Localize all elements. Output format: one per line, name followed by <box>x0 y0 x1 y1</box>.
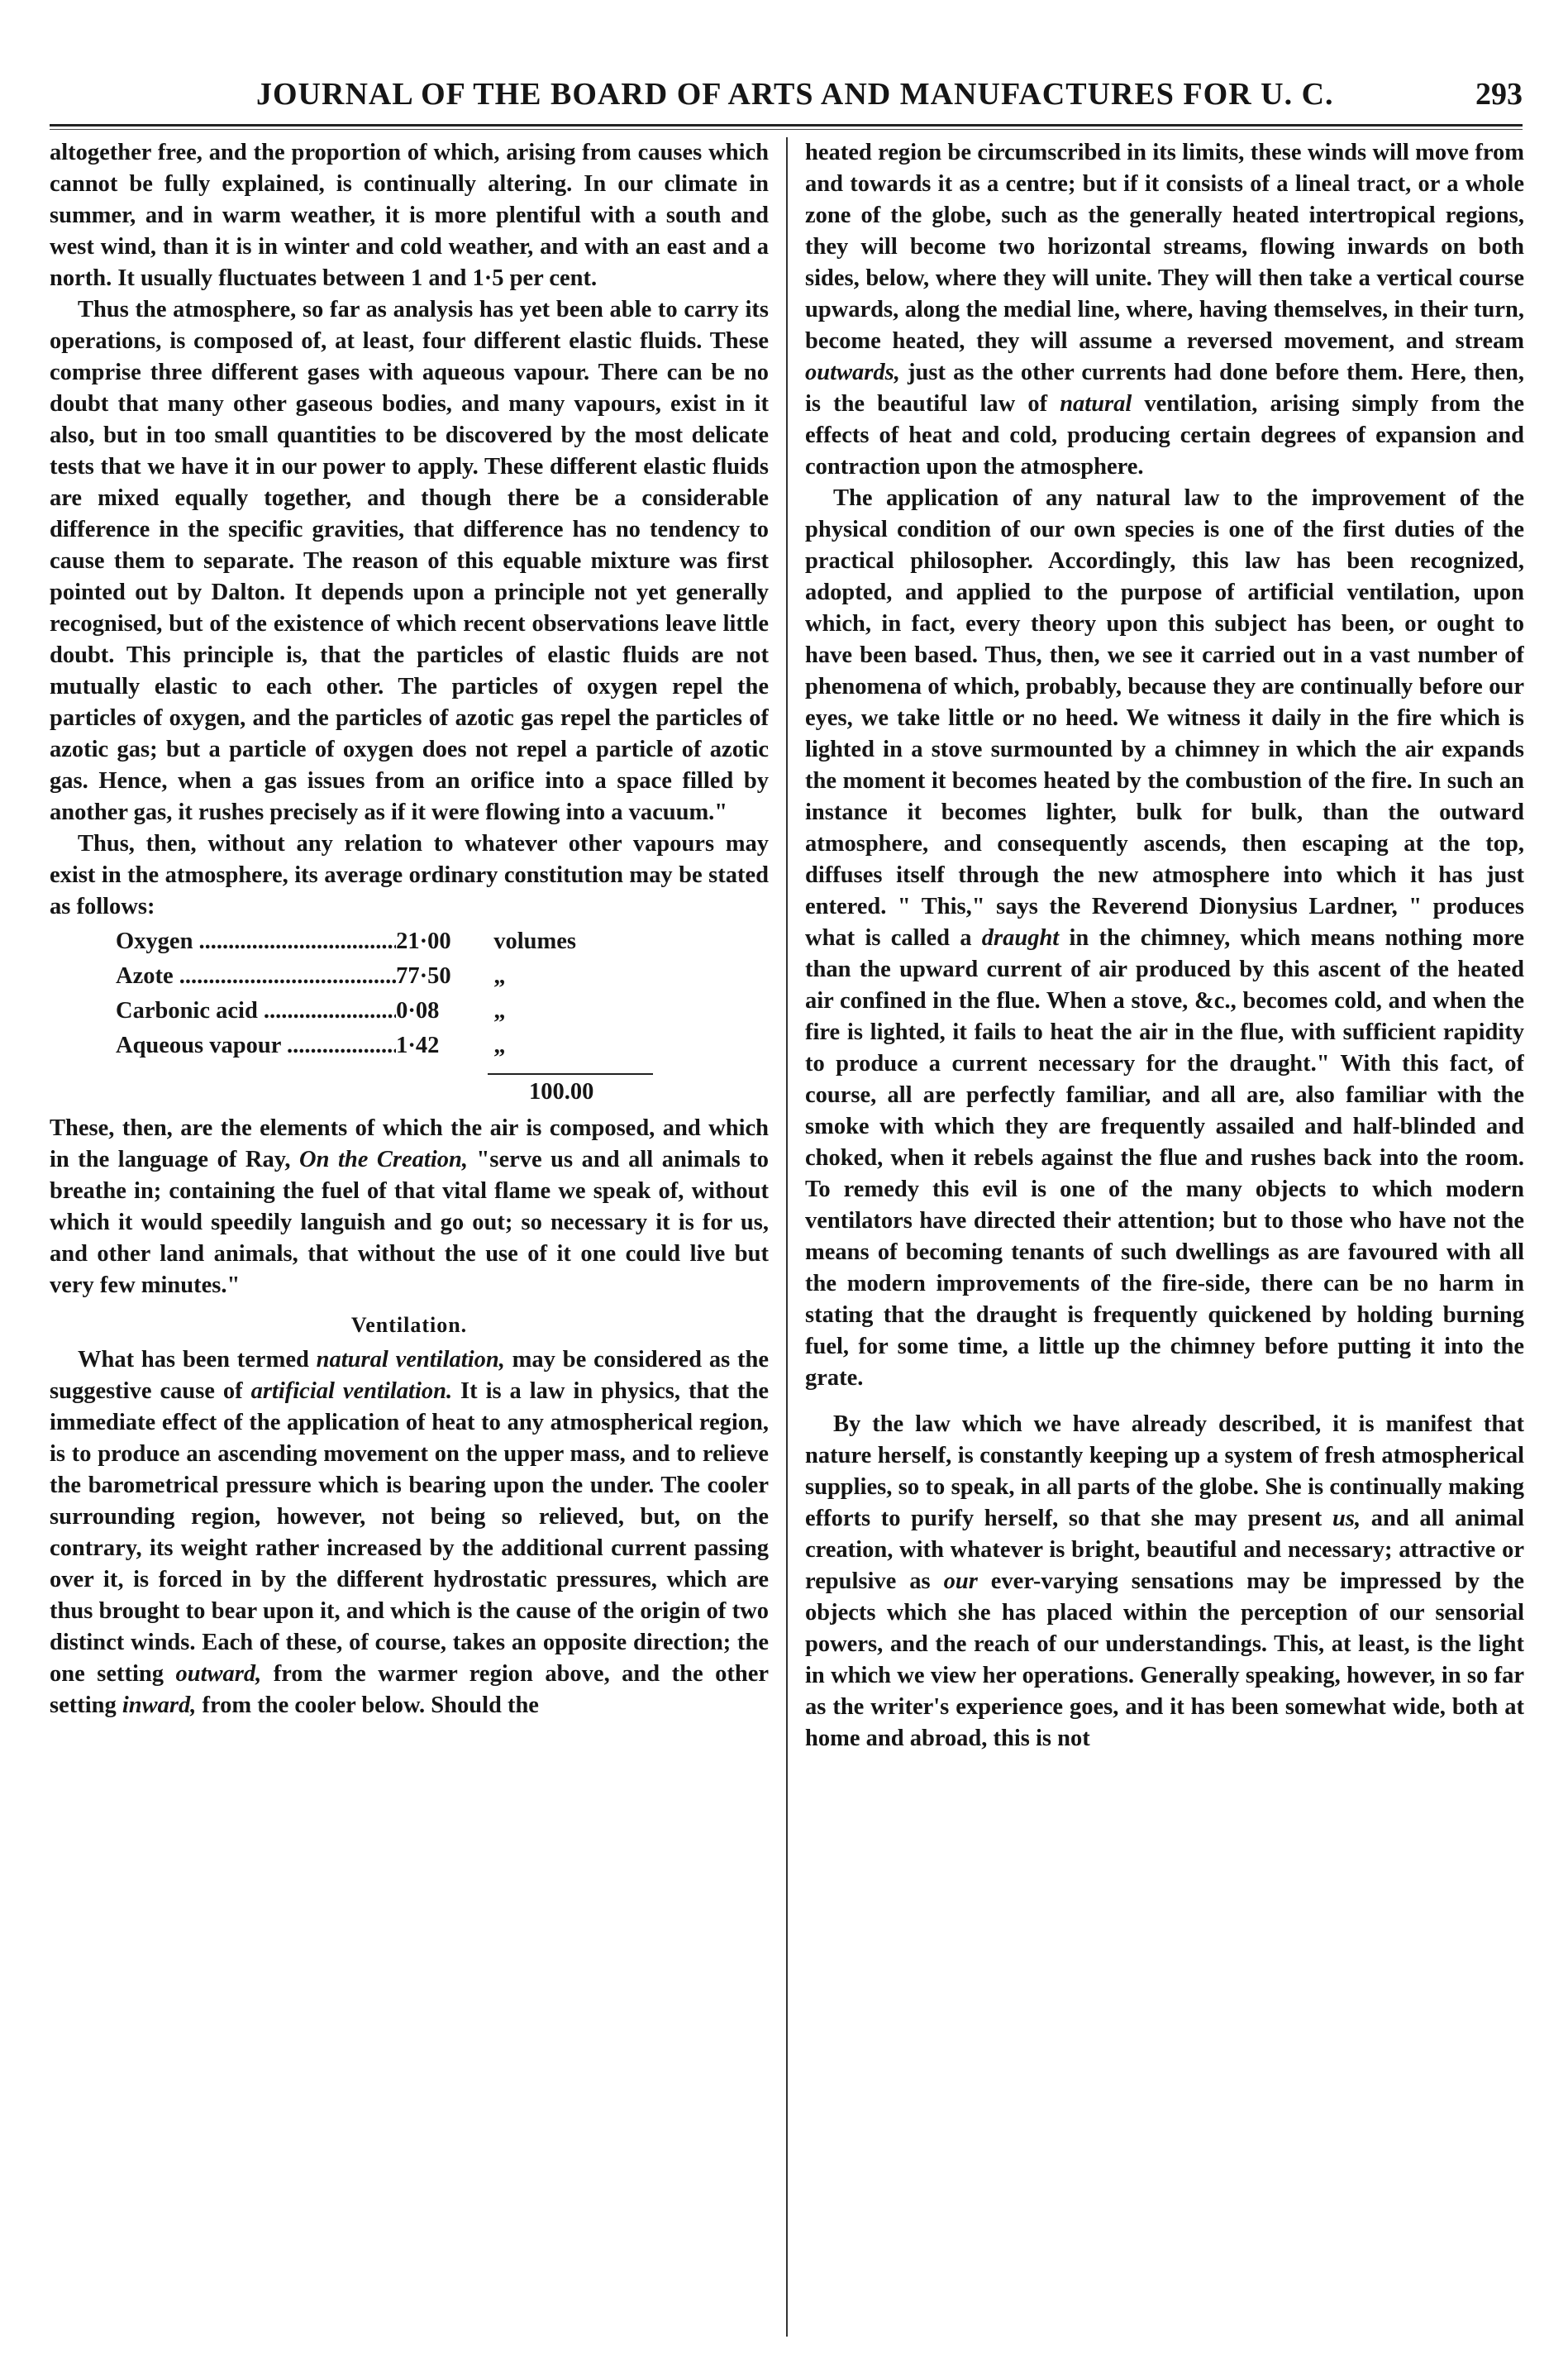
paragraph: What has been termed natural ventilation, may be considered as the suggestive cause of artificial ventilation. It is a law in physics, that the immediate effect of the application of heat to any atmospherical region, is to produce an ascending movement on the upper mass, and to relieve the barometrical pressure which is bearing upon the under. The cooler surrounding region, however, not being so relieved, but, on the contrary, its weight rather increased by the additional current passing over it, is forced in by the different hydrostatic pressures, which are thus brought to bear upon it, and which is the cause of the origin of two distinct winds. Each of these, of course, takes an opposite direction; the one setting outward, from the warmer region above, and the other setting inward, from the cooler below. Should the <box>50 1347 769 1718</box>
table-row <box>116 1030 612 1065</box>
page-number: 293 <box>1475 77 1523 112</box>
table-cell-unit: „ <box>493 998 506 1024</box>
header-rule-thin <box>50 129 1523 130</box>
table-cell-unit: „ <box>493 963 506 989</box>
table-cell-value: 1·42 <box>396 1033 440 1058</box>
right-column <box>805 137 1524 2337</box>
table-cell-value: 21·00 <box>396 929 451 954</box>
table-cell-name: Aqueous vapour ..... <box>116 1030 396 1062</box>
composition-table <box>116 926 612 1108</box>
italic-title: On the Creation, <box>299 1147 468 1172</box>
journal-title: JOURNAL OF THE BOARD OF ARTS AND MANUFACTURES FOR U. C. <box>256 77 1334 112</box>
table-row <box>116 995 612 1030</box>
table-cell-unit: „ <box>493 1033 506 1058</box>
column-divider <box>786 137 788 2337</box>
total-rule <box>488 1073 653 1075</box>
table-cell-name: Azote ..... <box>116 961 396 992</box>
paragraph: heated region be circumscribed in its limits, these winds will move from and towards it as a centre; but if it consists of a lineal tract, or a whole zone of the globe, such as the generally heated intertropical regions, they will become two horizontal streams, flowing inwards on both sides, below, where they will unite. They will then take a vertical course upwards, along the medial line, where, having themselves, in their turn, become heated, they will assume a reversed movement, and stream outwards, just as the other currents had done before them. Here, then, is the beautiful law of natural ventilation, arising simply from the effects of heat and cold, producing certain degrees of expansion and contraction upon the atmosphere. <box>805 140 1524 480</box>
paragraph: By the law which we have already described, it is manifest that nature herself, is constantly keeping up a system of fresh atmospherical supplies, so to speak, in all parts of the globe. She is continually making efforts to purify herself, so that she may present us, and all animal creation, with whatever is bright, beautiful and necessary; attractive or repulsive as our ever-varying sensations may be impressed by the objects which she has placed within the perception of our sensorial powers, and the reach of our understandings. This, at least, is the light in which we view her operations. Generally speaking, however, in so far as the writer's experience goes, and it has been somewhat wide, both at home and abroad, this is not <box>805 1411 1524 1751</box>
table-cell-value: 77·50 <box>396 963 451 989</box>
header-rule <box>50 124 1523 127</box>
running-header <box>50 76 1523 126</box>
paragraph: Thus the atmosphere, so far as analysis has yet been able to carry its operations, is composed of, at least, four different elastic fluids. These comprise three different gases with aqueous vapour. There can be no doubt that many other gaseous bodies, and many vapours, exist in it also, but in too small quantities to be discovered by the most delicate tests that we have it in our power to apply. These different elastic fluids are mixed equally together, and though there be a considerable difference in the specific gravities, that difference has no tendency to cause them to separate. The reason of this equable mixture was first pointed out by Dalton. It depends upon a principle not yet generally recognised, but of the existence of which recent observations leave little doubt. This principle is, that the particles of elastic fluids are not mutually elastic to each other. The particles of oxygen repel the particles of oxygen, and the particles of azotic gas repel the particles of azotic gas; but a particle of oxygen does not repel a particle of azotic gas. Hence, when a gas issues from an orifice into a space filled by another gas, it rushes precisely as if it were flowing into a vacuum." <box>50 297 769 825</box>
table-cell-name: Carbonic acid ..... <box>116 995 396 1027</box>
left-column <box>50 137 769 2337</box>
table-cell-value: 0·08 <box>396 998 440 1024</box>
section-heading: Ventilation. <box>350 1313 468 1337</box>
paragraph: altogether free, and the proportion of which, arising from causes which cannot be fully explained, is continually altering. In our climate in summer, and in warm weather, it is more plentiful with a south and west wind, than it is in winter and cold weather, and with an east and a north. It usually fluctuates between 1 and 1·5 per cent. <box>50 140 769 291</box>
paragraph: These, then, are the elements of which the air is composed, and which in the language of Ray, On the Creation, "serve us and all animals to breathe in; containing the fuel of that vital flame we speak of, without which it would speedily languish and go out; so necessary it is for us, and other land animals, that without the use of it one could live but very few minutes." <box>50 1115 769 1298</box>
table-row <box>116 926 612 961</box>
paragraph: Thus, then, without any relation to whatever other vapours may exist in the atmosphere, its average ordinary constitution may be stated as follows: <box>50 831 769 919</box>
paragraph: The application of any natural law to the improvement of the physical condition of our own species is one of the first duties of the practical philosopher. Accordingly, this law has been recognized, adopted, and applied to the purpose of artificial ventilation, upon which, in fact, every theory upon this subject has been, or ought to have been based. Thus, then, we see it carried out in a vast number of phenomena of which, probably, because they are continually before our eyes, we take little or no heed. We witness it daily in the fire which is lighted in a stove surmounted by a chimney in which the air expands the moment it becomes heated by the combustion of the fire. In such an instance it becomes lighter, bulk for bulk, than the outward atmosphere, and consequently ascends, then escaping at the top, diffuses itself through the new atmosphere into which it has just entered. " This," says the Reverend Dionysius Lardner, " produces what is called a draught in the chimney, which means nothing more than the upward current of air produced by this ascent of the heated air confined in the flue. When a stove, &c., becomes cold, and when the fire is lighted, it fails to heat the air in the flue, with sufficient rapidity to produce a current necessary for the draught." With this fact, of course, all are perfectly familiar, and all are, also familiar with the smoke with which they are frequently assailed and half-blinded and choked, when it rebels against the flue and rushes back into the room. To remedy this evil is one of the many objects to which modern ventilators have directed their attention; but to those who have not the means of becoming tenants of such dwellings as are favoured with all the modern improvements of the fire-side, there can be no harm in stating that the draught is frequently quickened by holding burning fuel, for some time, a little up the chimney before putting it into the grate. <box>805 485 1524 1391</box>
table-row <box>116 961 612 995</box>
table-cell-name: Oxygen ..... <box>116 926 396 957</box>
table-cell-unit: volumes <box>493 929 576 954</box>
table-total: 100.00 <box>529 1079 594 1105</box>
